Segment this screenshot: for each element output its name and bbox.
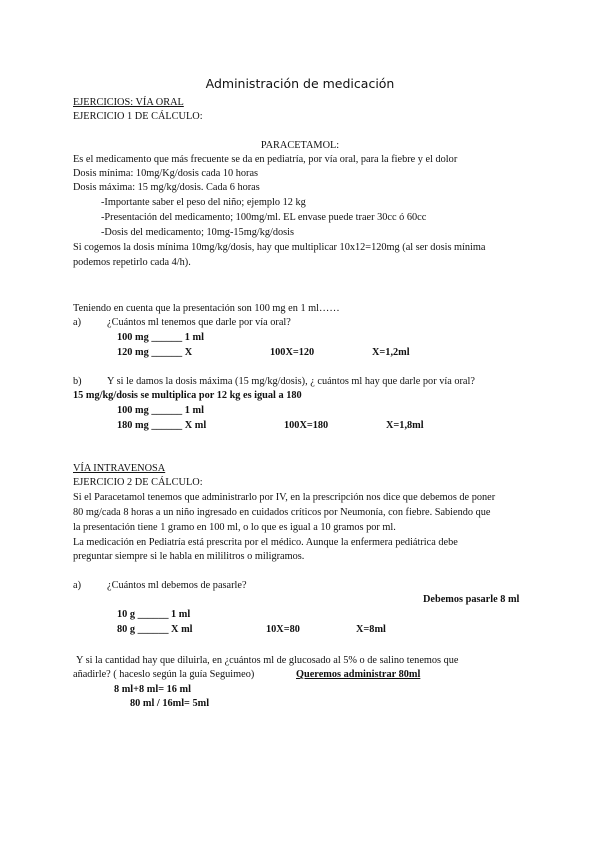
iv-heading: VÍA INTRAVENOSA <box>73 463 166 474</box>
rule-of-three-row: 180 mg ______ X ml <box>117 420 207 431</box>
iv-paragraph: la presentación tiene 1 gramo en 100 ml, o lo que es igual a 10 gramos por ml. <box>73 522 396 533</box>
question-a-text: ¿Cuántos ml tenemos que darle por vía oral? <box>107 317 291 328</box>
equation: 100X=180 <box>284 420 329 431</box>
oral-line: Dosis mínima: 10mg/Kg/dosis cada 10 horas <box>73 168 259 179</box>
equation: 10X=80 <box>266 624 300 635</box>
oral-line: Dosis máxima: 15 mg/kg/dosis. Cada 6 horas <box>73 182 260 193</box>
question-a-text: ¿Cuántos ml debemos de pasarle? <box>107 580 247 591</box>
iv-paragraph: preguntar siempre si le habla en mililitros o miligramos. <box>73 551 305 562</box>
result: X=1,2ml <box>372 347 410 358</box>
oral-item: -Dosis del medicamento; 10mg-15mg/kg/dosis <box>101 227 295 238</box>
dose-note: 15 mg/kg/dosis se multiplica por 12 kg es igual a 180 <box>73 390 302 401</box>
drug-name: PARACETAMOL: <box>260 140 340 151</box>
dilution-target: Queremos administrar 80ml <box>296 669 421 680</box>
question-b-label: b) <box>73 376 82 387</box>
dilution-question: Y si la cantidad hay que diluirla, en ¿cuántos ml de glucosado al 5% o de salino tenemos que <box>76 655 459 666</box>
question-a-label: a) <box>73 580 81 591</box>
oral-paragraph: podemos repetirlo cada 4/h). <box>73 257 191 268</box>
oral-item: -Presentación del medicamento; 100mg/ml. EL envase puede traer 30cc ó 60cc <box>101 212 427 223</box>
rule-of-three-row: 80 g ______ X ml <box>117 624 193 635</box>
result: X=8ml <box>356 624 386 635</box>
presentation-note: Teniendo en cuenta que la presentación son 100 mg en 1 ml…… <box>73 303 340 314</box>
rule-of-three-row: 120 mg ______ X <box>117 347 193 358</box>
question-b-text: Y si le damos la dosis máxima (15 mg/kg/dosis), ¿ cuántos ml hay que darle por vía oral? <box>107 376 475 387</box>
dilution-question: añadirle? ( haceslo según la guía Seguimeo) <box>73 669 255 680</box>
rule-of-three-row: 100 mg ______ 1 ml <box>117 332 204 343</box>
exercise-1-title: EJERCICIO 1 DE CÁLCULO: <box>73 111 203 122</box>
result: X=1,8ml <box>386 420 424 431</box>
equation: 100X=120 <box>270 347 315 358</box>
rule-of-three-row: 10 g ______ 1 ml <box>117 609 191 620</box>
oral-line: Es el medicamento que más frecuente se da en pediatría, por vía oral, para la fiebre y el dolor <box>73 154 458 165</box>
iv-paragraph: Si el Paracetamol tenemos que administrarlo por IV, en la prescripción nos dice que debemos de poner <box>73 492 496 503</box>
oral-item: -Importante saber el peso del niño; ejemplo 12 kg <box>101 197 306 208</box>
page-title: Administración de medicación <box>205 76 395 91</box>
answer: Debemos pasarle 8 ml <box>423 594 520 605</box>
oral-paragraph: Si cogemos la dosis mínima 10mg/kg/dosis, hay que multiplicar 10x12=120mg (al ser dosis mínima <box>73 242 486 253</box>
iv-paragraph: 80 mg/cada 8 horas a un niño ingresado en cuidados críticos por Neumonía, con fiebre. Sabiendo que <box>73 507 491 518</box>
rule-of-three-row: 100 mg ______ 1 ml <box>117 405 204 416</box>
dilution-calc: 8 ml+8 ml= 16 ml <box>114 684 191 695</box>
dilution-calc: 80 ml / 16ml= 5ml <box>130 698 210 709</box>
iv-paragraph: La medicación en Pediatría está prescrita por el médico. Aunque la enfermera pediátrica debe <box>73 537 458 548</box>
oral-heading: EJERCICIOS: VÍA ORAL <box>73 97 184 108</box>
question-a-label: a) <box>73 317 81 328</box>
exercise-2-title: EJERCICIO 2 DE CÁLCULO: <box>73 477 203 488</box>
